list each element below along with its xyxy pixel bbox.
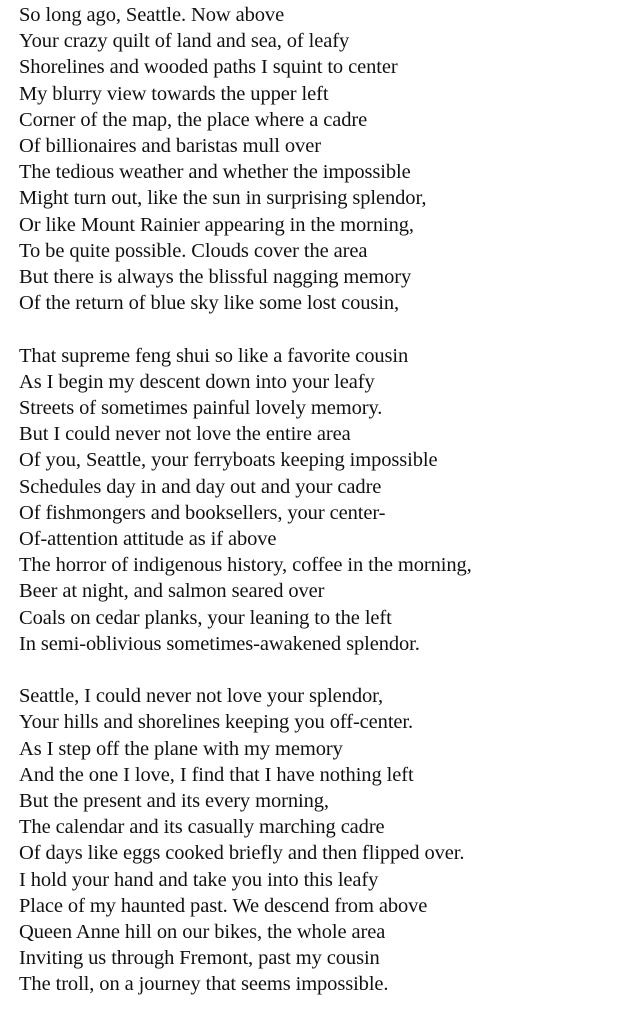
poem-line: Might turn out, like the sun in surprising splendor,: [19, 187, 427, 210]
poem-line: Of fishmongers and booksellers, your center-: [19, 501, 386, 524]
poem-line: I hold your hand and take you into this leafy: [19, 868, 379, 891]
poem-line: That supreme feng shui so like a favorite cousin: [19, 344, 409, 367]
poem-line: The troll, on a journey that seems impossible.: [19, 973, 389, 996]
poem-line: Coals on cedar planks, your leaning to the left: [19, 606, 392, 629]
stanza-2: [19, 343, 640, 657]
poem-line: Your crazy quilt of land and sea, of leafy: [19, 30, 350, 53]
poem-line: Of-attention attitude as if above: [19, 528, 277, 551]
poem-line: Or like Mount Rainier appearing in the morning,: [19, 213, 414, 236]
poem-line: So long ago, Seattle. Now above: [19, 4, 285, 26]
poem-line: Queen Anne hill on our bikes, the whole area: [19, 921, 386, 944]
poem-line: Beer at night, and salmon seared over: [19, 580, 325, 603]
poem-line: But the present and its every morning,: [19, 790, 329, 813]
poem-line: Corner of the map, the place where a cadre: [19, 108, 368, 131]
poem-line: But there is always the blissful nagging memory: [19, 266, 412, 289]
poem-line: The calendar and its casually marching cadre: [19, 816, 385, 839]
poem-line: Schedules day in and day out and your cadre: [19, 475, 382, 498]
poem-line: Of you, Seattle, your ferryboats keeping impossible: [19, 449, 438, 472]
poem-line: Inviting us through Fremont, past my cousin: [19, 947, 380, 970]
poem-line: Streets of sometimes painful lovely memory.: [19, 397, 383, 420]
poem-line: The horror of indigenous history, coffee in the morning,: [19, 554, 472, 577]
poem-line: As I begin my descent down into your leafy: [19, 370, 375, 393]
poem-line: Of billionaires and baristas mull over: [19, 135, 321, 158]
poem-line: Your hills and shorelines keeping you off-center.: [19, 711, 414, 734]
poem-line: Shorelines and wooded paths I squint to center: [19, 56, 398, 79]
poem-body: [19, 2, 640, 1024]
poem-line: Of the return of blue sky like some lost cousin,: [19, 292, 400, 315]
poem-line: But I could never not love the entire area: [19, 423, 351, 446]
poem-line: The tedious weather and whether the impossible: [19, 161, 411, 184]
poem-line: To be quite possible. Clouds cover the area: [19, 239, 368, 262]
poem-line: Of days like eggs cooked briefly and then flipped over.: [19, 842, 465, 865]
poem-line: My blurry view towards the upper left: [19, 82, 329, 105]
stanza-1: [19, 2, 640, 316]
stanza-3: [19, 683, 640, 997]
poem-line: Place of my haunted past. We descend from above: [19, 894, 428, 917]
poem-line: In semi-oblivious sometimes-awakened splendor.: [19, 632, 420, 655]
poem-line: And the one I love, I find that I have nothing left: [19, 763, 414, 786]
poem-line: As I step off the plane with my memory: [19, 737, 343, 760]
poem-line: Seattle, I could never not love your splendor,: [19, 685, 384, 708]
